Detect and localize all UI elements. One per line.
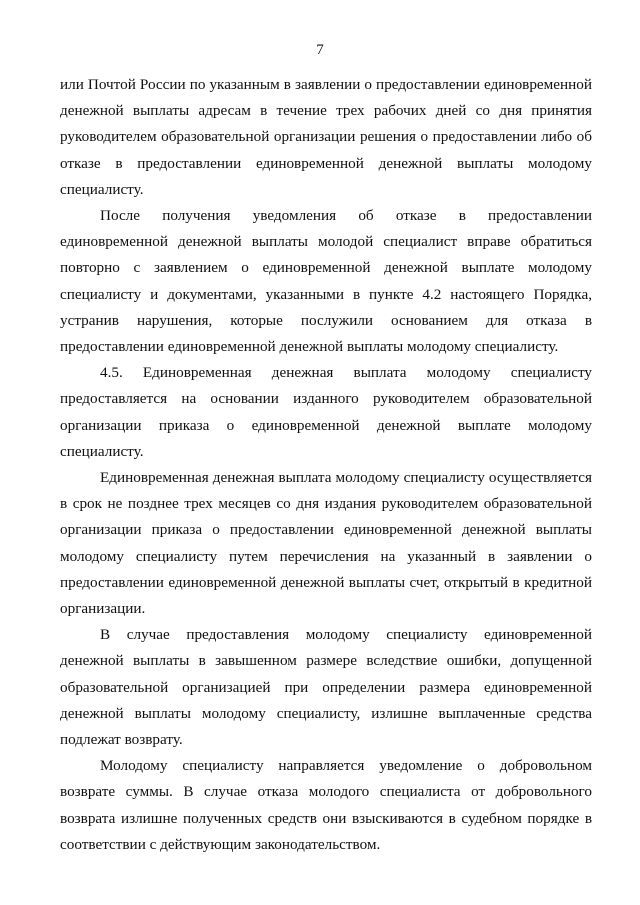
paragraph-voluntary-return: Молодому специалисту направляется уведомление о добровольном возврате суммы. В случае отказа молодого специалиста от добровольного возврата излишне полученных средств они взыскиваются в судебном порядке в соответствии с действующим законодательством. [60, 757, 592, 853]
paragraph-payment-term: Единовременная денежная выплата молодому специалисту осуществляется в срок не позднее трех месяцев со дня издания руководителем образовательной организации приказа о предоставлении единовременной денежной выплаты молодому специалисту путем перечисления на указанный в заявлении о предоставлении единовременной денежной выплаты счет, открытый в кредитной организации. [60, 469, 592, 618]
paragraph-4-5: 4.5. Единовременная денежная выплата молодому специалисту предоставляется на основании изданного руководителем образовательной организации приказа о единовременной денежной выплате молодому специалисту. [60, 364, 592, 460]
paragraph-refusal-reapply: После получения уведомления об отказе в предоставлении единовременной денежной выплаты молодой специалист вправе обратиться повторно с заявлением о единовременной денежной выплате молодому специалисту и документами, указанными в пункте 4.2 настоящего Порядка, устранив нарушения, которые послужили основанием для отказа в предоставлении единовременной денежной выплаты молодому специалисту. [60, 207, 592, 356]
page-number: 7 [316, 42, 324, 58]
paragraph-overpayment: В случае предоставления молодому специалисту единовременной денежной выплаты в завышенном размере вследствие ошибки, допущенной образовательной организацией при определении размера единовременной денежной выплаты молодому специалисту, излишне выплаченные средства подлежат возврату. [60, 626, 592, 749]
document-body [60, 72, 592, 858]
paragraph-continuation: или Почтой России по указанным в заявлении о предоставлении единовременной денежной выплаты адресам в течение трех рабочих дней со дня принятия руководителем образовательной организации решения о предоставлении либо об отказе в предоставлении единовременной денежной выплаты молодому специалисту. [60, 76, 592, 198]
